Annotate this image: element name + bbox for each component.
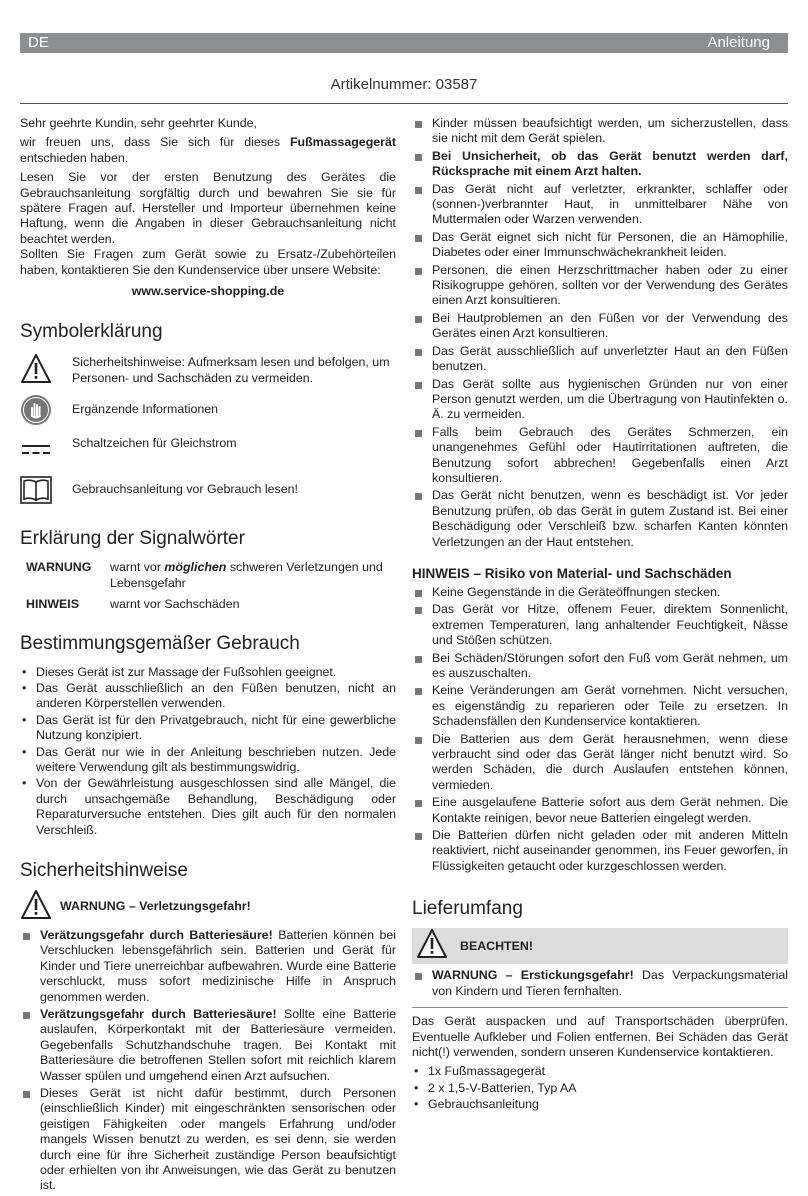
list-item: Bei Schäden/Störungen sofort den Fuß vom Gerät nehmen, um es auszuschalten. [412,651,788,682]
list-item: • Von der Gewährleistung ausgeschlossen sind alle Mängel, die durch unsachgemäße Behandlung, Beschädigung oder Reparaturversuche entstehen. Dies gilt auch für den normalen Verschleiß. [20,776,396,838]
left-column [20,116,396,1196]
list-item: Verätzungsgefahr durch Batteriesäure! Sollte eine Batterie auslaufen, Körperkontakt mit der Batteriesäure vermeiden. Gegebenfalls Schutzhandschuhe tragen. Bei Kontakt mit Batteriesäure die betroffenen Stellen sofort mit reichlich klarem Wasser spülen und umgehend einen Arzt aufsuchen. [20,1007,396,1084]
direct-current-icon [20,434,52,466]
symbol-text: Ergänzende Informationen [72,402,219,417]
header-bar [20,33,788,53]
symbol-text: Gebrauchsanleitung vor Gebrauch lesen! [72,482,298,497]
symbol-text: Schaltzeichen für Gleichstrom [72,436,237,451]
list-item: • Das Gerät nur wie in der Anleitung beschrieben nutzen. Jede weitere Verwendung gilt als bestimmungswidrig. [20,745,396,776]
list-item: WARNUNG – Erstickungsgefahr! Das Verpackungsmaterial von Kindern und Tieren fernhalten. [412,968,788,999]
list-item: Kinder müssen beaufsichtigt werden, um sicherzustellen, dass sie nicht mit dem Gerät spielen. [412,116,788,147]
warning-title: WARNUNG – Verletzungsgefahr! [60,899,251,914]
list-item: Verätzungsgefahr durch Batteriesäure! Batterien können bei Verschlucken lebensgefährlich sein. Batterien und Gerät für Kinder und Tiere unerreichbar aufbewahren. Wurde eine Batterie verschluckt, muss sofort medizinische Hilfe in Anspruch genommen werden. [20,928,396,1005]
right-column [412,116,788,1114]
signal-key: HINWEIS [26,597,80,612]
list-item: • Das Gerät ist für den Privatgebrauch, nicht für eine gewerbliche Nutzung konzipiert. [20,713,396,744]
divider [412,1007,788,1008]
greeting: Sehr geehrte Kundin, sehr geehrter Kunde, [20,116,257,130]
beachten-label: BEACHTEN! [460,938,533,953]
intro-paragraph-2: Lesen Sie vor der ersten Benutzung des Gerätes die Gebrauchsanleitung sorgfältig durch und bewahren Sie sie für spätere Fragen auf. Hersteller und Importeur übernehmen keine Haftung, wenn die Angaben in dieser Gebrauchsanleitung nicht beachtet werden. [20,170,396,246]
book-icon [20,474,52,506]
safety-heading: Sicherheitshinweise [20,859,188,881]
warning-triangle-icon [416,929,448,963]
signal-heading: Erklärung der Signalwörter [20,528,245,550]
safety-list [20,928,396,1194]
list-item: Keine Veränderungen am Gerät vornehmen. Nicht versuchen, es eigenständig zu reparieren oder Teile zu ersetzen. In Schadensfällen den Kundenservice kontaktieren. [412,683,788,729]
symbol-row-book [20,474,396,506]
hinweis-heading: HINWEIS – Risiko von Material- und Sachschäden [412,565,732,581]
signal-desc: warnt vor Sachschäden [110,597,240,612]
list-item: Das Gerät vor Hitze, offenem Feuer, direktem Sonnenlicht, extremen Temperaturen, lang anhaltender Feuchtigkeit, Nässe und Stößen schützen. [412,602,788,648]
signal-key: WARNUNG [26,560,92,575]
list-item: Bei Unsicherheit, ob das Gerät benutzt werden darf, Rücksprache mit einem Arzt halten. [412,149,788,180]
list-item: Die Batterien aus dem Gerät herausnehmen, wenn diese verbraucht sind oder das Gerät länger nicht benutzt wird. So werden Schäden, die durch Auslaufen entstehen können, vermieden. [412,732,788,794]
list-item: Bei Hautproblemen an den Füßen vor der Verwendung des Gerätes einen Arzt konsultieren. [412,311,788,342]
list-item: Das Gerät eignet sich nicht für Personen, die an Hämophilie, Diabetes oder einer Immunschwächekrankheit leiden. [412,230,788,261]
list-item: • Gebrauchsanleitung [412,1097,788,1112]
delivery-warning-list [412,968,788,999]
intro-paragraph-1: wir freuen uns, dass Sie sich für dieses Fußmassagegerät entschieden haben. [20,135,396,165]
website-link[interactable]: www.service-shopping.de [131,284,285,299]
intro-paragraph-3: Sollten Sie Fragen zum Gerät sowie zu Ersatz-/Zubehörteilen haben, kontaktieren Sie den Kundenservice über unsere Website: [20,247,396,277]
list-item: Keine Gegenstände in die Geräteöffnungen stecken. [412,585,788,600]
hand-info-icon [20,394,52,426]
usage-heading: Bestimmungsgemäßer Gebrauch [20,632,300,654]
list-item: • 2 x 1,5-V-Batterien, Typ AA [412,1081,788,1096]
list-item: Falls beim Gebrauch des Gerätes Schmerzen, ein unangenehmes Gefühl oder Hautirritationen auftreten, die Benutzung sofort abbrechen! Gegebenfalls einen Arzt konsultieren. [412,425,788,487]
delivery-heading: Lieferumfang [412,898,523,920]
beachten-box [412,928,788,964]
list-item: Die Batterien dürfen nicht geladen oder mit anderen Mitteln reaktiviert, nicht auseinander genommen, ins Feuer geworfen, in Flüssigkeiten getaucht oder kurzgeschlossen werden. [412,828,788,874]
list-item: Das Gerät sollte aus hygienischen Gründen nur von einer Person genutzt werden, um die Übertragung von Hautinfekten o. Ä. zu vermeiden. [412,377,788,423]
list-item: • Das Gerät ausschließlich an den Füßen benutzen, nicht an anderen Körperstellen verwenden. [20,681,396,712]
article-number: Artikelnummer: 03587 [330,76,478,93]
safety-list-continued [412,116,788,550]
symbols-heading: Symbolerklärung [20,321,163,343]
header-rule [20,103,788,104]
signal-row-warnung [26,560,396,597]
signal-row-hinweis [26,597,396,618]
signal-desc: warnt vor möglichen schweren Verletzungen und Lebensgefahr [110,560,383,590]
list-item: Eine ausgelaufene Batterie sofort aus dem Gerät nehmen. Die Kontakte reinigen, bevor neue Batterien eingelegt werden. [412,795,788,826]
usage-list [20,665,396,838]
signal-table [26,560,396,618]
list-item: Das Gerät ausschließlich auf unverletzter Haut an den Füßen benutzen. [412,344,788,375]
symbol-row-warning [20,353,396,386]
list-item: Dieses Gerät ist nicht dafür bestimmt, durch Personen (einschließlich Kinder) mit eingeschränkten sensorischen oder geistigen Fähigkeiten oder mangels Erfahrung und/oder mangels Wissen benutzt zu werden, es sei denn, sie werden durch eine für ihre Sicherheit zuständige Person beaufsichtigt oder erhielten von ihr Anweisungen, wie das Gerät zu benutzen ist. [20,1086,396,1194]
symbol-text: Sicherheitshinweise: Aufmerksam lesen und befolgen, um Personen- und Sachschäden zu vermeiden. [72,355,390,385]
delivery-text: Das Gerät auspacken und auf Transportschäden überprüfen. Eventuelle Aufkleber und Folien entfernen. Bei Schäden das Gerät nicht(!) verwenden, sondern unseren Kundenservice kontaktieren. [412,1014,788,1059]
hinweis-list [412,585,788,874]
warning-triangle-icon [20,353,52,385]
symbol-row-info [20,394,396,426]
list-item: • 1x Fußmassagegerät [412,1064,788,1079]
list-item: Personen, die einen Herzschrittmacher haben oder zu einer Risikogruppe gehören, sollten vor der Verwendung des Gerätes einen Arzt konsultieren. [412,263,788,309]
list-item: Das Gerät nicht auf verletzter, erkrankter, schlaffer oder (sonnen-)verbrannter Haut, in unmittelbarer Nähe von Muttermalen oder Warzen verwenden. [412,182,788,228]
list-item: • Dieses Gerät ist zur Massage der Fußsohlen geeignet. [20,665,396,680]
delivery-list [412,1064,788,1112]
warning-triangle-icon [20,890,52,924]
warning-header [20,892,396,922]
symbol-row-dc [20,434,396,466]
language-code: DE [28,34,49,51]
header-title: Anleitung [707,34,770,51]
list-item: Das Gerät nicht benutzen, wenn es beschädigt ist. Vor jeder Benutzung prüfen, ob das Gerät in gutem Zustand ist. Bei einer Beschädigung oder Verschleiß bzw. scharfen Kanten könnten Verletzungen an der Haut entstehen. [412,488,788,550]
